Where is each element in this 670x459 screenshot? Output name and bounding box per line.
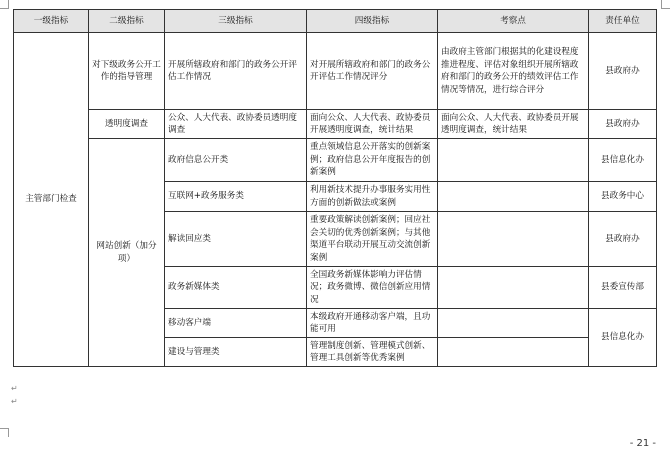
level4-cell: 利用新技术提升办事服务实用性方面的创新做法或案例 bbox=[307, 182, 438, 212]
point-cell: 由政府主管部门根据其的化建设程度推进程度、评估对象组织开展所辖政府和部门的政务公开的绩效评估工作情况等情况，进行综合评分 bbox=[438, 33, 589, 110]
level3-cell: 移动客户端 bbox=[165, 309, 307, 338]
level4-cell: 面向公众、人大代表、政协委员开展透明度调查，统计结果 bbox=[307, 110, 438, 139]
header-level1: 一级指标 bbox=[14, 10, 89, 33]
level3-cell: 建设与管理类 bbox=[165, 338, 307, 367]
crop-corner-mark bbox=[0, 0, 9, 9]
point-cell bbox=[438, 309, 589, 338]
paragraph-mark: ↵ bbox=[11, 384, 18, 393]
level4-cell: 本级政府开通移动客户端，且功能可用 bbox=[307, 309, 438, 338]
level4-cell: 重要政策解读创新案例；回应社会关切的优秀创新案例；与其他渠道平台联动开展互动交流创新案例 bbox=[307, 212, 438, 267]
point-cell: 面向公众、人大代表、政协委员开展透明度调查，统计结果 bbox=[438, 110, 589, 139]
level3-cell: 互联网+政务服务类 bbox=[165, 182, 307, 212]
point-cell bbox=[438, 338, 589, 367]
page-number: - 21 - bbox=[629, 438, 656, 449]
level4-cell: 全国政务新媒体影响力评估情况；政务微博、微信创新应用情况 bbox=[307, 267, 438, 309]
unit-cell: 县政务中心 bbox=[589, 182, 657, 212]
unit-cell: 县信息化办 bbox=[589, 139, 657, 182]
level4-cell: 管理制度创新、管理模式创新、管理工具创新等优秀案例 bbox=[307, 338, 438, 367]
unit-cell: 县政府办 bbox=[589, 212, 657, 267]
table-row bbox=[14, 110, 657, 139]
unit-cell: 县政府办 bbox=[589, 33, 657, 110]
level3-cell: 公众、人大代表、政协委员透明度调查 bbox=[165, 110, 307, 139]
point-cell bbox=[438, 139, 589, 182]
header-level4: 四级指标 bbox=[307, 10, 438, 33]
level3-cell: 政府信息公开类 bbox=[165, 139, 307, 182]
level4-cell: 对开展所辖政府和部门的政务公开评估工作情况评分 bbox=[307, 33, 438, 110]
crop-corner-mark bbox=[661, 0, 670, 9]
unit-cell: 县委宣传部 bbox=[589, 267, 657, 309]
header-level3: 三级指标 bbox=[165, 10, 307, 33]
level3-cell: 解读回应类 bbox=[165, 212, 307, 267]
table-header-row bbox=[14, 10, 657, 33]
crop-corner-mark bbox=[0, 428, 9, 437]
header-unit: 责任单位 bbox=[589, 10, 657, 33]
level3-cell: 开展所辖政府和部门的政务公开评估工作情况 bbox=[165, 33, 307, 110]
table-row bbox=[14, 139, 657, 182]
table-row bbox=[14, 33, 657, 110]
paragraph-mark: ↵ bbox=[11, 397, 18, 406]
header-point: 考察点 bbox=[438, 10, 589, 33]
point-cell bbox=[438, 212, 589, 267]
level2-cell: 对下级政务公开工作的指导管理 bbox=[89, 33, 165, 110]
level2-cell: 网站创新（加分项） bbox=[89, 139, 165, 367]
level3-cell: 政务新媒体类 bbox=[165, 267, 307, 309]
level4-cell: 重点领域信息公开落实的创新案例；政府信息公开年度报告的创新案例 bbox=[307, 139, 438, 182]
point-cell bbox=[438, 267, 589, 309]
point-cell bbox=[438, 182, 589, 212]
header-level2: 二级指标 bbox=[89, 10, 165, 33]
level1-cell: 主管部门检查 bbox=[14, 33, 89, 367]
level2-cell: 透明度调查 bbox=[89, 110, 165, 139]
evaluation-table bbox=[13, 9, 657, 367]
unit-cell: 县政府办 bbox=[589, 110, 657, 139]
unit-cell: 县信息化办 bbox=[589, 309, 657, 367]
